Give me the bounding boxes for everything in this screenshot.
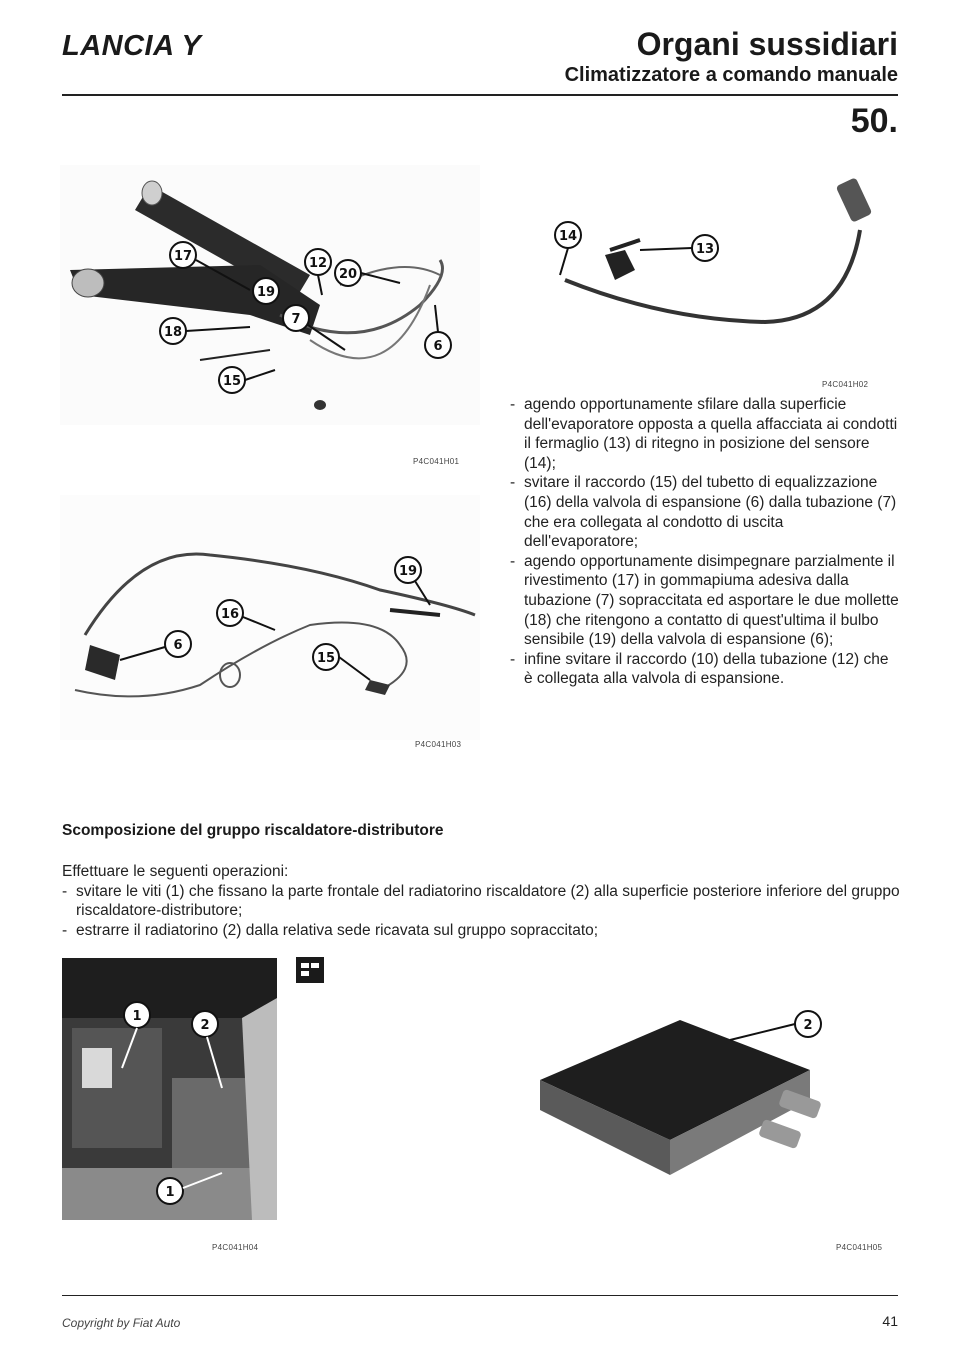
brand-title: LANCIA Y	[62, 30, 202, 62]
operation-item: - estrarre il radiatorino (2) dalla relativa sede ricavata sul gruppo sopraccitato;	[62, 921, 599, 939]
callout-17: 17	[173, 249, 193, 264]
figure-heater-photo	[62, 958, 277, 1220]
figure-radiator	[510, 1000, 890, 1195]
callout-13: 13	[695, 242, 715, 257]
copyright: Copyright by Fiat Auto	[62, 1316, 181, 1330]
callout-1: 1	[132, 1009, 142, 1024]
figure-code: P4C041H02	[822, 380, 869, 389]
callout-15: 15	[316, 651, 336, 666]
figure-code: P4C041H01	[413, 457, 460, 466]
operation-item: - svitare le viti (1) che fissano la parte frontale del radiatorino riscaldatore (2) alla superficie posteriore inferiore del gruppo riscaldatore-distributore;	[62, 882, 900, 919]
callout-6: 6	[173, 638, 183, 653]
callout-14: 14	[558, 229, 578, 244]
procedure-step: - agendo opportunamente sfilare dalla superficie dell'evaporatore opposta a quella affacciata ai condotti il fermaglio (13) di ritegno in posizione del sensore (14);	[510, 396, 898, 472]
callout-18: 18	[163, 325, 183, 340]
header-rule	[62, 94, 898, 96]
callout-19: 19	[256, 285, 276, 300]
section-intro: Effettuare le seguenti operazioni:	[62, 863, 289, 880]
section-body	[62, 862, 902, 940]
callout-12: 12	[308, 256, 328, 271]
callout-19: 19	[398, 564, 418, 579]
footer-rule	[62, 1295, 898, 1296]
figure-expansion-valve	[60, 495, 480, 740]
figure-code: P4C041H03	[415, 740, 462, 749]
callout-15: 15	[222, 374, 242, 389]
procedure-step: - svitare il raccordo (15) del tubetto di equalizzazione (16) della valvola di espansione (6) dalla tubazione (7) che era collegata al condotto di uscita dell'evaporatore;	[510, 474, 897, 551]
procedure-step: - infine svitare il raccordo (10) della tubazione (12) che è collegata alla valvola di espansione.	[510, 650, 889, 688]
page-code: 50.	[850, 102, 898, 140]
callout-20: 20	[338, 267, 358, 282]
callout-2: 2	[200, 1018, 210, 1033]
figure-code: P4C041H05	[836, 1243, 883, 1252]
page-number: 41	[882, 1313, 898, 1329]
section-subtitle: Climatizzatore a comando manuale	[564, 64, 898, 86]
callout-2: 2	[803, 1018, 813, 1033]
view-icon	[296, 957, 324, 983]
callout-16: 16	[220, 607, 240, 622]
procedure-step: - agendo opportunamente disimpegnare parzialmente il rivestimento (17) in gommapiuma adesiva dalla tubazione (7) sopraccitata ed asportare le due mollette (18) che ritengono a contatto di quest'ultima il bulbo sensibile (19) della valvola di espansione (6);	[510, 552, 899, 649]
figure-evaporator-pipes	[60, 165, 480, 425]
callout-7: 7	[291, 312, 301, 327]
callout-6: 6	[433, 339, 443, 354]
figure-sensor-cable	[545, 170, 875, 370]
section-heading: Scomposizione del gruppo riscaldatore-distributore	[62, 822, 444, 839]
figure-code: P4C041H04	[212, 1243, 259, 1252]
procedure-steps	[510, 395, 900, 689]
callout-1: 1	[165, 1185, 175, 1200]
section-title: Organi sussidiari	[636, 26, 898, 62]
